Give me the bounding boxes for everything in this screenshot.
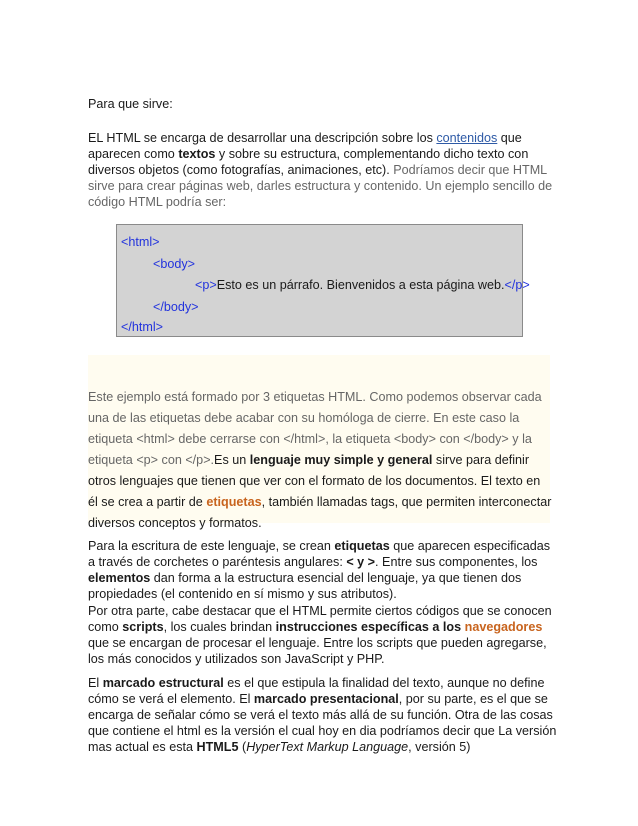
intro-text-1: EL HTML se encarga de desarrollar una descripción sobre los <box>88 131 437 145</box>
section-heading: Para que sirve: <box>88 97 173 111</box>
p5-text-5: , versión 5) <box>408 740 471 754</box>
intro-gray-text: Podríamos decir que HTML sirve para crear páginas web, darles estructura y contenido. Un ejemplo sencillo de código HTML podría ser: <box>88 163 553 209</box>
p4-bold-scripts: scripts <box>122 620 164 634</box>
p4-text-3: que se encargan de procesar el lenguaje. Entre los scripts que pueden agregarse, los más conocidos y utilizados son JavaScript y PHP. <box>88 636 547 666</box>
code-line-body-open: <body> <box>153 257 196 271</box>
paragraph-scripts <box>88 603 558 667</box>
etiquetas-highlight: etiquetas <box>206 495 262 509</box>
explain-line-2: una de las etiquetas debe acabar con su homóloga de cierre. En este caso la <box>88 411 520 425</box>
p5-text-2: es el que estipula la finalidad del texto, aunque no define cómo se verá el elemento. El <box>88 676 545 706</box>
explain-line-3: etiqueta <html> debe cerrarse con </html>, la etiqueta <body> con </body> y la <box>88 432 532 446</box>
p5-italic-hypertext: HyperText Markup Language <box>246 740 409 754</box>
p3-bold-etiquetas: etiquetas <box>334 539 390 553</box>
code-example-box <box>116 224 530 337</box>
code-line-paragraph <box>195 277 530 293</box>
p3-text-4: dan forma a la estructura esencial del lenguaje, ya que tienen dos propiedades (el contenido en sí mismo y sus atributos). <box>88 571 522 601</box>
code-p-open-tag: <p> <box>195 278 217 292</box>
explain-line-7: diversos conceptos y formatos. <box>88 516 262 530</box>
navegadores-highlight: navegadores <box>464 620 543 634</box>
p3-bold-elementos: elementos <box>88 571 151 585</box>
intro-bold-textos: textos <box>178 147 216 161</box>
p5-bold-estructural: marcado estructural <box>102 676 224 690</box>
p3-text-2: que aparecen especificadas a través de corchetes o paréntesis angulares: <box>88 539 551 569</box>
explain-line-4 <box>88 452 558 468</box>
paragraph-intro <box>88 130 558 210</box>
intro-text-2: que aparecen como <box>88 131 522 161</box>
explain-line-4-text: Es un <box>214 453 250 467</box>
explain-line-4-end: sirve para definir <box>432 453 530 467</box>
paragraph-marcado <box>88 675 558 755</box>
paragraph-etiquetas <box>88 538 558 602</box>
p5-text-3: , por su parte, es el que se encarga de señalar cómo se verá el texto más allá de su función. Otra de las cosas que contiene el html es la versión el cual hoy en dia podríamos decir que La versión mas actual es esta <box>88 692 557 754</box>
p5-text-4: ( <box>238 740 247 754</box>
code-p-text: Esto es un párrafo. Bienvenidos a esta página web. <box>216 278 505 292</box>
code-p-close-tag: </p> <box>504 278 530 292</box>
p5-bold-html5: HTML5 <box>196 740 239 754</box>
explain-line-6-end: , también llamadas tags, que permiten interconectar <box>261 495 552 509</box>
code-line-body-close: </body> <box>153 300 199 314</box>
explain-line-6 <box>88 494 558 510</box>
p3-text-3: . Entre sus componentes, los <box>375 555 538 569</box>
p5-bold-presentacional: marcado presentacional <box>253 692 399 706</box>
p5-text-1: El <box>88 676 103 690</box>
p4-bold-instrucciones: instrucciones específicas a los <box>275 620 462 634</box>
p3-text-1: Para la escritura de este lenguaje, se crean <box>88 539 335 553</box>
explain-line-4-gray: etiqueta <p> con </p>. <box>88 453 215 467</box>
p4-text-2: , los cuales brindan <box>163 620 276 634</box>
explain-line-5: otros lenguajes que tienen que ver con el formato de los documentos. El texto en <box>88 474 541 488</box>
explain-line-1: Este ejemplo está formado por 3 etiquetas HTML. Como podemos observar cada <box>88 390 542 404</box>
explain-line-4-bold: lenguaje muy simple y general <box>249 453 433 467</box>
intro-text-3: y sobre su estructura, complementando dicho texto con diversos objetos (como fotografías, animaciones, etc). <box>88 147 529 177</box>
code-line-html-open: <html> <box>121 235 160 249</box>
explain-line-6-start: él se crea a partir de <box>88 495 207 509</box>
contenidos-link[interactable]: contenidos <box>436 131 498 145</box>
p3-bold-brackets: < y > <box>346 555 376 569</box>
code-line-html-close: </html> <box>121 320 163 334</box>
p4-text-1: Por otra parte, cabe destacar que el HTML permite ciertos códigos que se conocen como <box>88 604 552 634</box>
